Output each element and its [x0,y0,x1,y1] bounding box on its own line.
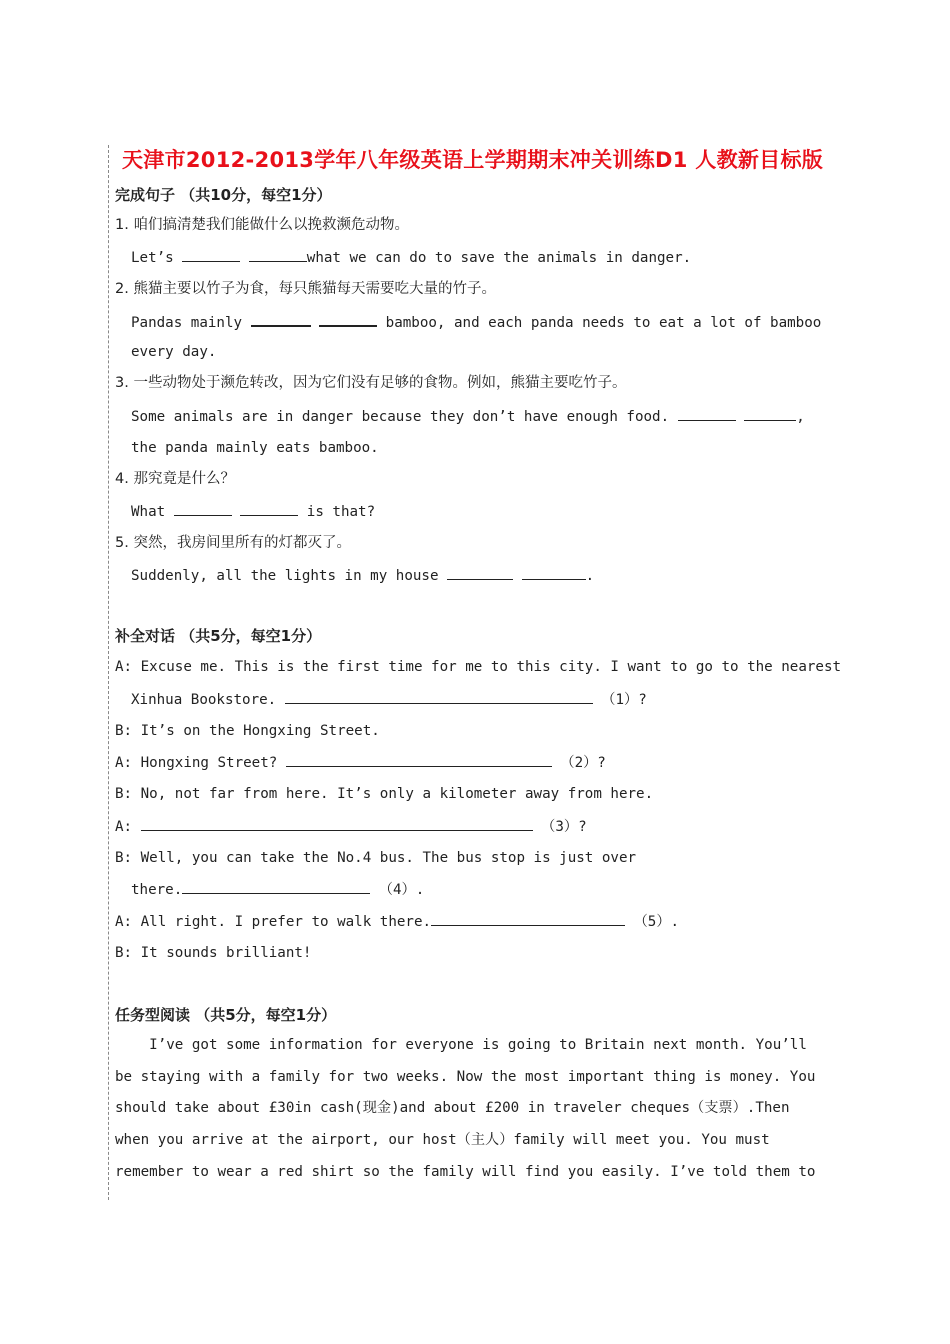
dialogue-line: A: Excuse me. This is the first time for me to this city. I want to go to the nearest [115,659,842,675]
dialogue-line: B: It sounds brilliant! [115,945,312,961]
item-1-english: Let’s what we can do to save the animals in danger. [131,250,692,266]
dialogue-line: Xinhua Bookstore. （1）? [131,692,647,708]
reading-line: should take about £30in cash(现金)and about £200 in traveler cheques（支票）.Then [115,1100,790,1116]
document-title: 天津市2012-2013学年八年级英语上学期期末冲关训练D1 人教新目标版 [122,148,824,172]
binding-margin-line [108,145,109,1200]
item-5-chinese: 5. 突然，我房间里所有的灯都灭了。 [115,535,351,551]
reading-line: be staying with a family for two weeks. Now the most important thing is money. You [115,1069,816,1085]
reading-line: remember to wear a red shirt so the family will find you easily. I’ve told them to [115,1164,816,1180]
reading-line: when you arrive at the airport, our host（主人）family will meet you. You must [115,1132,770,1148]
dialogue-line: A: All right. I prefer to walk there. （5）. [115,914,680,930]
item-2-english: Pandas mainly bamboo, and each panda needs to eat a lot of bamboo [131,312,821,332]
item-4-chinese: 4. 那究竟是什么？ [115,471,235,487]
item-3-english: Some animals are in danger because they don’t have enough food. , [131,409,805,425]
section-heading-task-reading: 任务型阅读 （共5分，每空1分） [115,1006,337,1024]
section-heading-complete-sentences: 完成句子 （共10分，每空1分） [115,186,332,204]
dialogue-line: B: It’s on the Hongxing Street. [115,723,380,739]
item-2-english-cont: every day. [131,344,217,360]
dialogue-line: A: （3）? [115,819,587,835]
item-4-english: What is that? [131,504,376,520]
dialogue-line: B: Well, you can take the No.4 bus. The bus stop is just over [115,850,637,866]
dialogue-line: A: Hongxing Street? （2）? [115,755,606,771]
item-3-english-cont: the panda mainly eats bamboo. [131,440,379,456]
item-3-chinese: 3. 一些动物处于濒危转改，因为它们没有足够的食物。例如，熊猫主要吃竹子。 [115,375,627,391]
reading-line: I’ve got some information for everyone is going to Britain next month. You’ll [115,1037,807,1053]
dialogue-line: there. （4）. [131,882,425,898]
section-heading-dialogue: 补全对话 （共5分，每空1分） [115,627,322,645]
item-2-chinese: 2. 熊猫主要以竹子为食，每只熊猫每天需要吃大量的竹子。 [115,281,496,297]
item-1-chinese: 1. 咱们搞清楚我们能做什么以挽救濒危动物。 [115,217,409,233]
dialogue-line: B: No, not far from here. It’s only a kilometer away from here. [115,786,654,802]
item-5-english: Suddenly, all the lights in my house . [131,568,595,584]
